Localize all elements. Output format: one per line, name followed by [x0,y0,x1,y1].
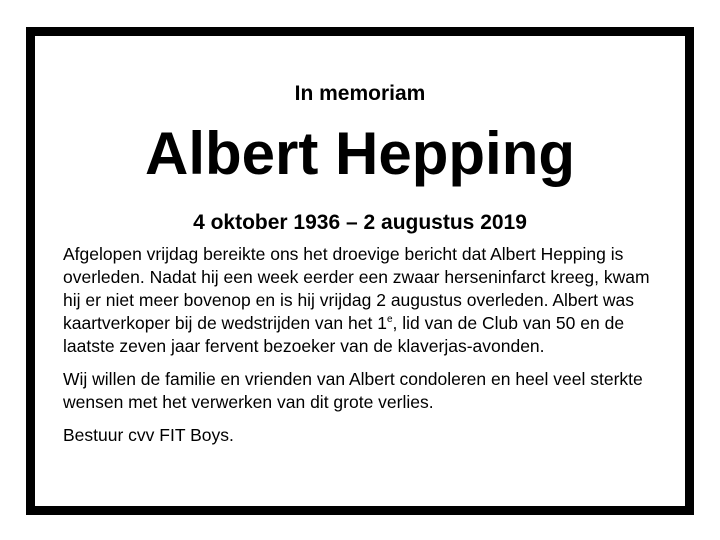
memorial-notice-frame [26,27,694,515]
deceased-name: Albert Hepping [145,120,575,187]
notice-pre-title: In memoriam [294,82,426,105]
ordinal-superscript: e [386,314,393,325]
notice-paragraph-2: Wij willen de familie en vrienden van Albert condoleren en heel veel sterkte wensen met het verwerken van dit grote verlies. [63,369,643,412]
paragraph-1-text-start: Afgelopen vrijdag bereikte ons het droevige bericht dat Albert Hepping is overleden. Nadat hij een week eerder een zwaar herseninfarct kreeg, kwam hij er niet meer bovenop en is hij vrijdag 2 augustus overleden. Albert was kaartverkoper bij de wedstrijden van het 1 [63,244,650,333]
notice-body [63,243,653,447]
notice-signature: Bestuur cvv FIT Boys. [63,425,234,445]
paragraph-1-text-end: , lid van de Club van 50 en de laatste zeven jaar fervent bezoeker van de klaverjas-avonden. [63,313,625,356]
life-dates: 4 oktober 1936 – 2 augustus 2019 [193,211,527,234]
notice-paragraph-1 [63,243,653,358]
